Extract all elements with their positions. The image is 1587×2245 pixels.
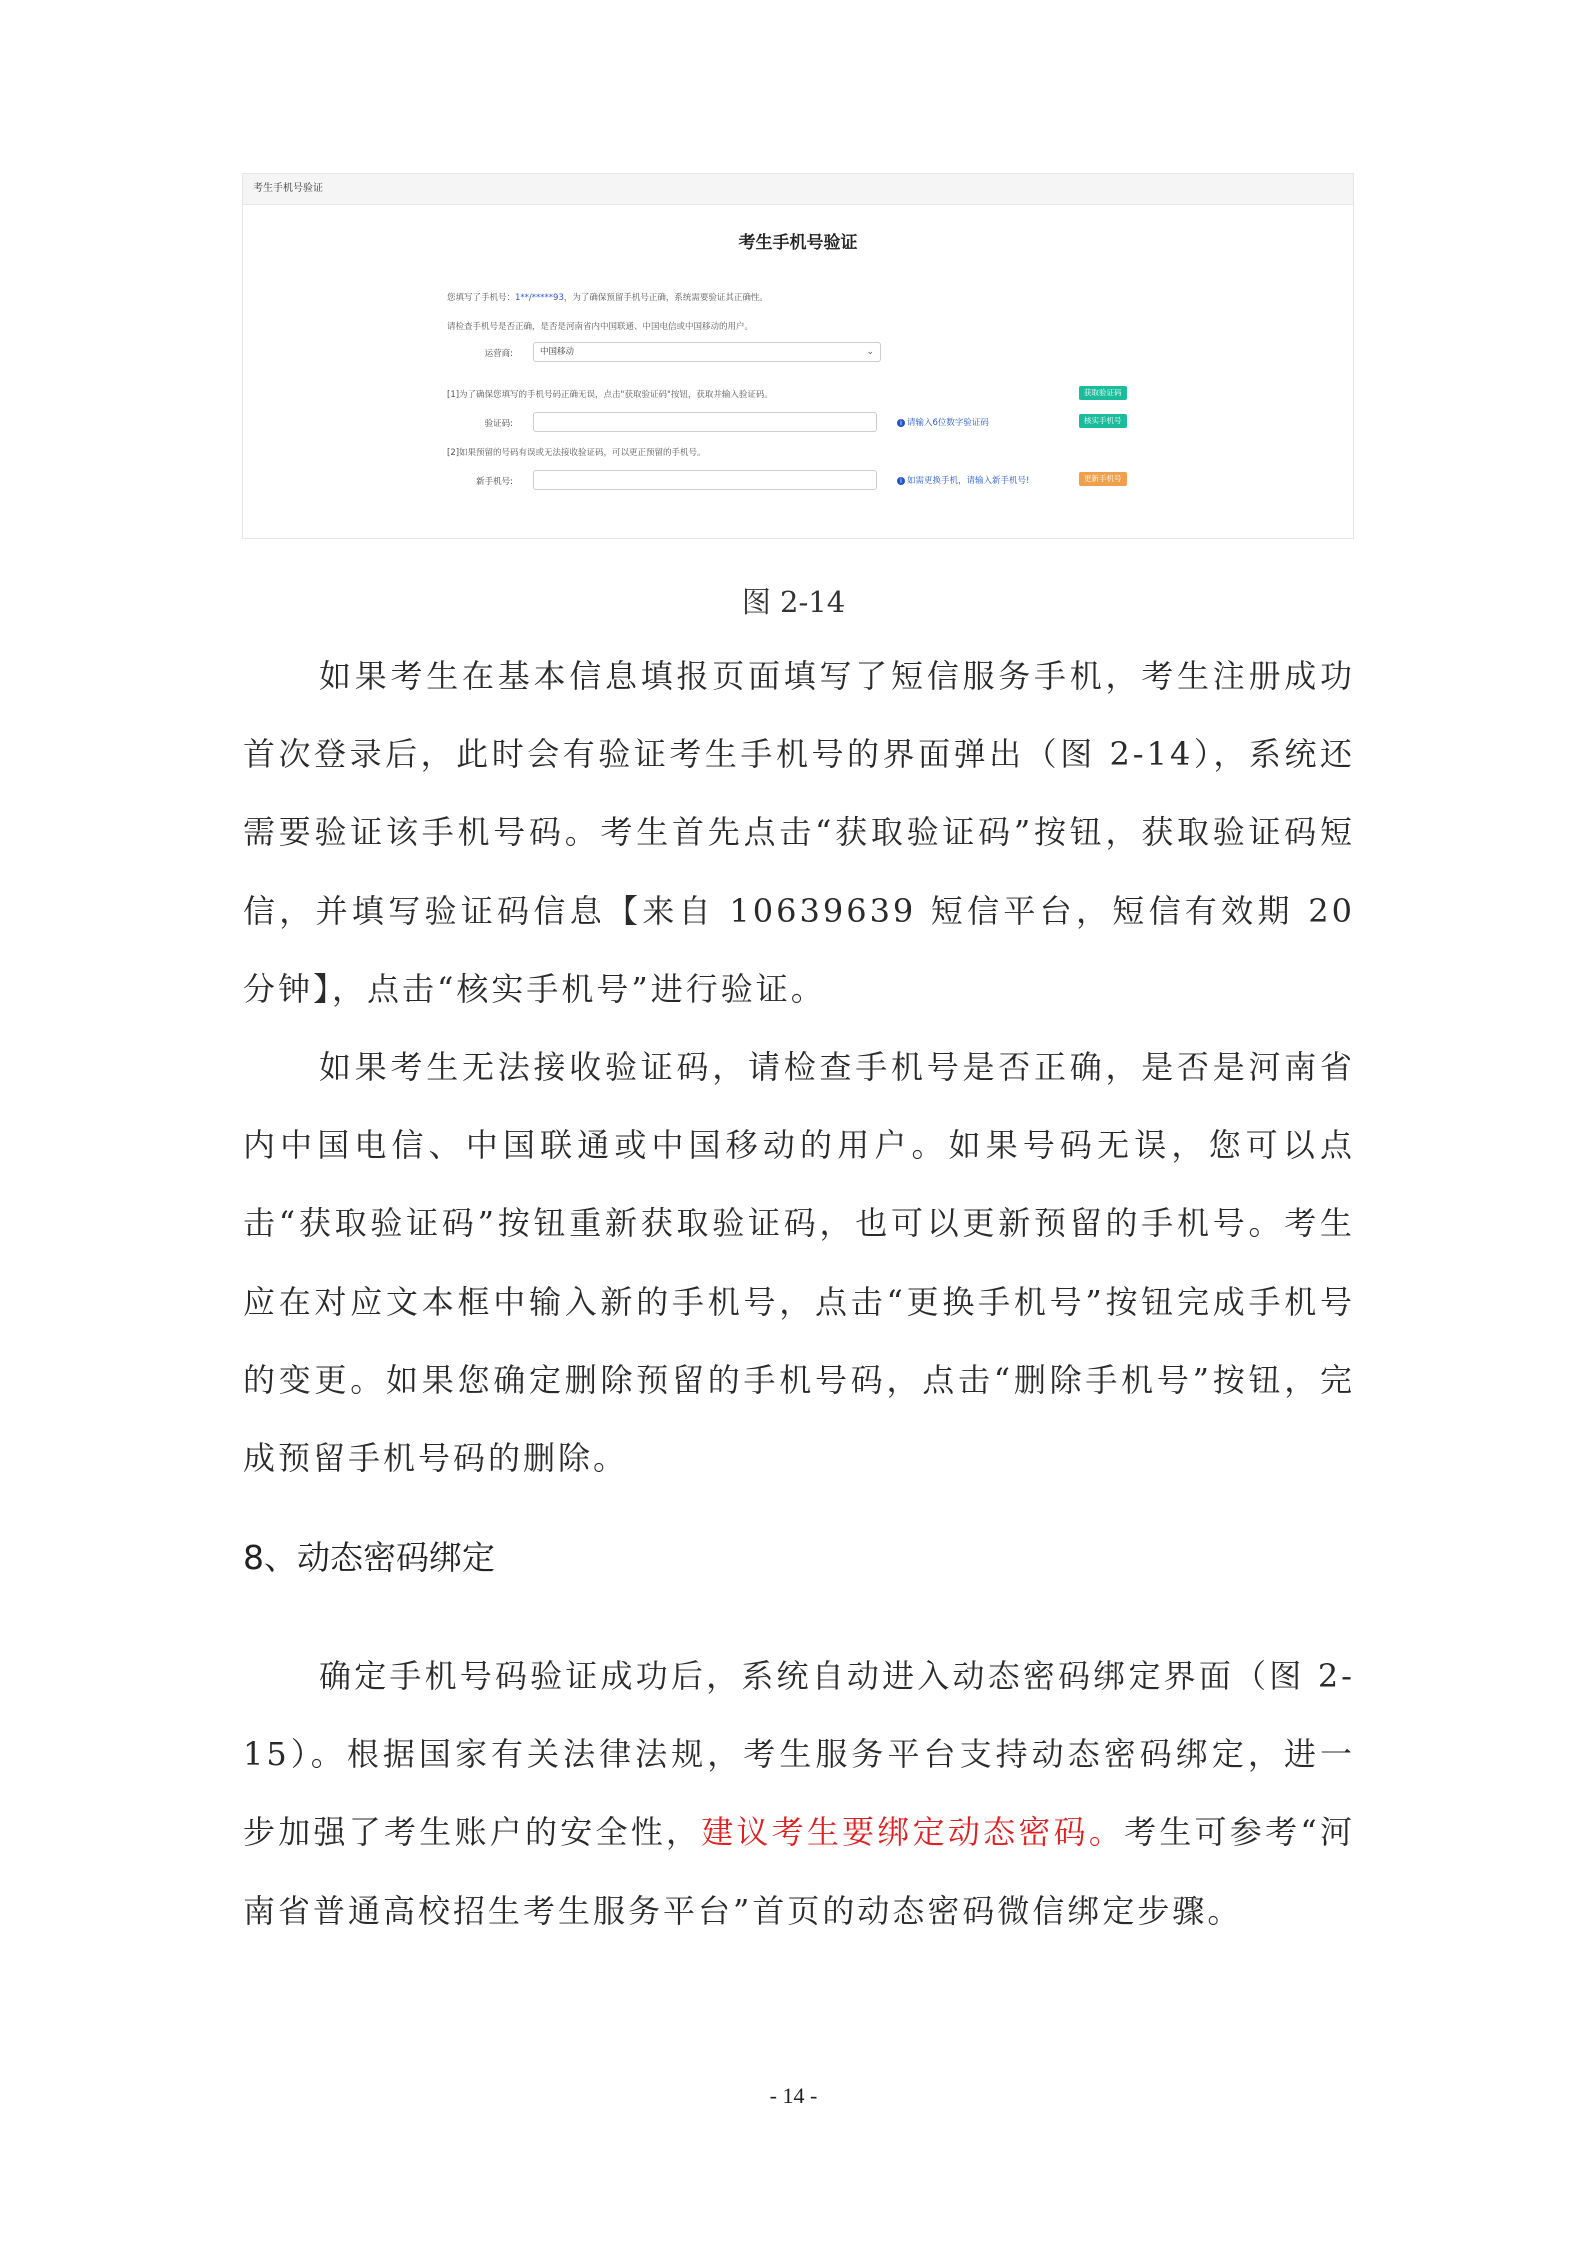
check-line: 请检查手机号是否正确，是否是河南省内中国联通、中国电信或中国移动的用户。 bbox=[447, 322, 754, 332]
section-heading: 8、动态密码绑定 bbox=[243, 1538, 495, 1577]
screenshot-phone-verification bbox=[242, 173, 1354, 539]
carrier-value: 中国移动 bbox=[540, 347, 575, 357]
step2-text: [2]如果预留的号码有误或无法接收验证码，可以更正预留的手机号。 bbox=[447, 448, 706, 458]
code-hint-text: 请输入6位数字验证码 bbox=[907, 418, 989, 428]
figure-caption: 图 2-14 bbox=[741, 585, 846, 619]
intro-prefix: 您填写了手机号： bbox=[447, 293, 516, 303]
paragraph-3-part-b: 考生可参考“河南省普通高校招生考生服务平台”首页的动态密码微信绑定步骤。 bbox=[243, 1813, 1355, 1930]
code-label: 验证码: bbox=[484, 419, 513, 429]
new-phone-hint-text: 如需更换手机，请输入新手机号! bbox=[907, 476, 1030, 486]
verify-phone-button[interactable]: 核实手机号 bbox=[1079, 414, 1127, 428]
new-phone-input[interactable] bbox=[533, 470, 877, 490]
new-phone-hint bbox=[897, 474, 1029, 486]
paragraph-3 bbox=[243, 1637, 1355, 1950]
verification-title: 考生手机号验证 bbox=[738, 233, 858, 253]
info-icon: i bbox=[897, 419, 905, 427]
intro-phone: 1**/*****93 bbox=[515, 293, 564, 303]
paragraph-3-part-a: 确定手机号码验证成功后，系统自动进入动态密码绑定界面（图 2-15）。根据国家有关法律法规，考生服务平台支持动态密码绑定，进一步加强了考生账户的安全性， bbox=[243, 1657, 1355, 1852]
paragraph-3-highlight: 建议考生要绑定动态密码。 bbox=[701, 1813, 1125, 1852]
code-hint bbox=[897, 416, 989, 428]
screenshot-title-bar: 考生手机号验证 bbox=[243, 174, 1353, 205]
carrier-select[interactable] bbox=[533, 342, 881, 362]
info-icon: i bbox=[897, 477, 905, 485]
get-code-button[interactable]: 获取验证码 bbox=[1079, 386, 1127, 400]
intro-suffix: ，为了确保预留手机号正确，系统需要验证其正确性。 bbox=[563, 293, 768, 303]
code-input[interactable] bbox=[533, 412, 877, 432]
change-phone-button[interactable]: 更新手机号 bbox=[1079, 472, 1127, 486]
step1-text: [1]为了确保您填写的手机号码正确无误，点击"获取验证码"按钮，获取并输入验证码。 bbox=[447, 390, 773, 400]
paragraph-2: 如果考生无法接收验证码，请检查手机号是否正确，是否是河南省内中国电信、中国联通或中国移动的用户。如果号码无误，您可以点击“获取验证码”按钮重新获取验证码，也可以更新预留的手机号。考生应在对应文本框中输入新的手机号，点击“更换手机号”按钮完成手机号的变更。如果您确定删除预留的手机号码，点击“删除手机号”按钮，完成预留手机号码的删除。 bbox=[243, 1048, 1355, 1478]
paragraph-1: 如果考生在基本信息填报页面填写了短信服务手机，考生注册成功首次登录后，此时会有验证考生手机号的界面弹出（图 2-14），系统还需要验证该手机号码。考生首先点击“获取验证码”按钮，获取验证码短信，并填写验证码信息【来自 10639639 短信平台，短信有效期 20 分钟】，点击“核实手机号”进行验证。 bbox=[243, 657, 1355, 1008]
new-phone-label: 新手机号: bbox=[476, 477, 513, 487]
intro-line bbox=[447, 291, 768, 303]
carrier-label: 运营商: bbox=[484, 349, 513, 359]
chevron-down-icon: ⌄ bbox=[866, 347, 874, 357]
page-number: - 14 - bbox=[769, 2083, 818, 2108]
